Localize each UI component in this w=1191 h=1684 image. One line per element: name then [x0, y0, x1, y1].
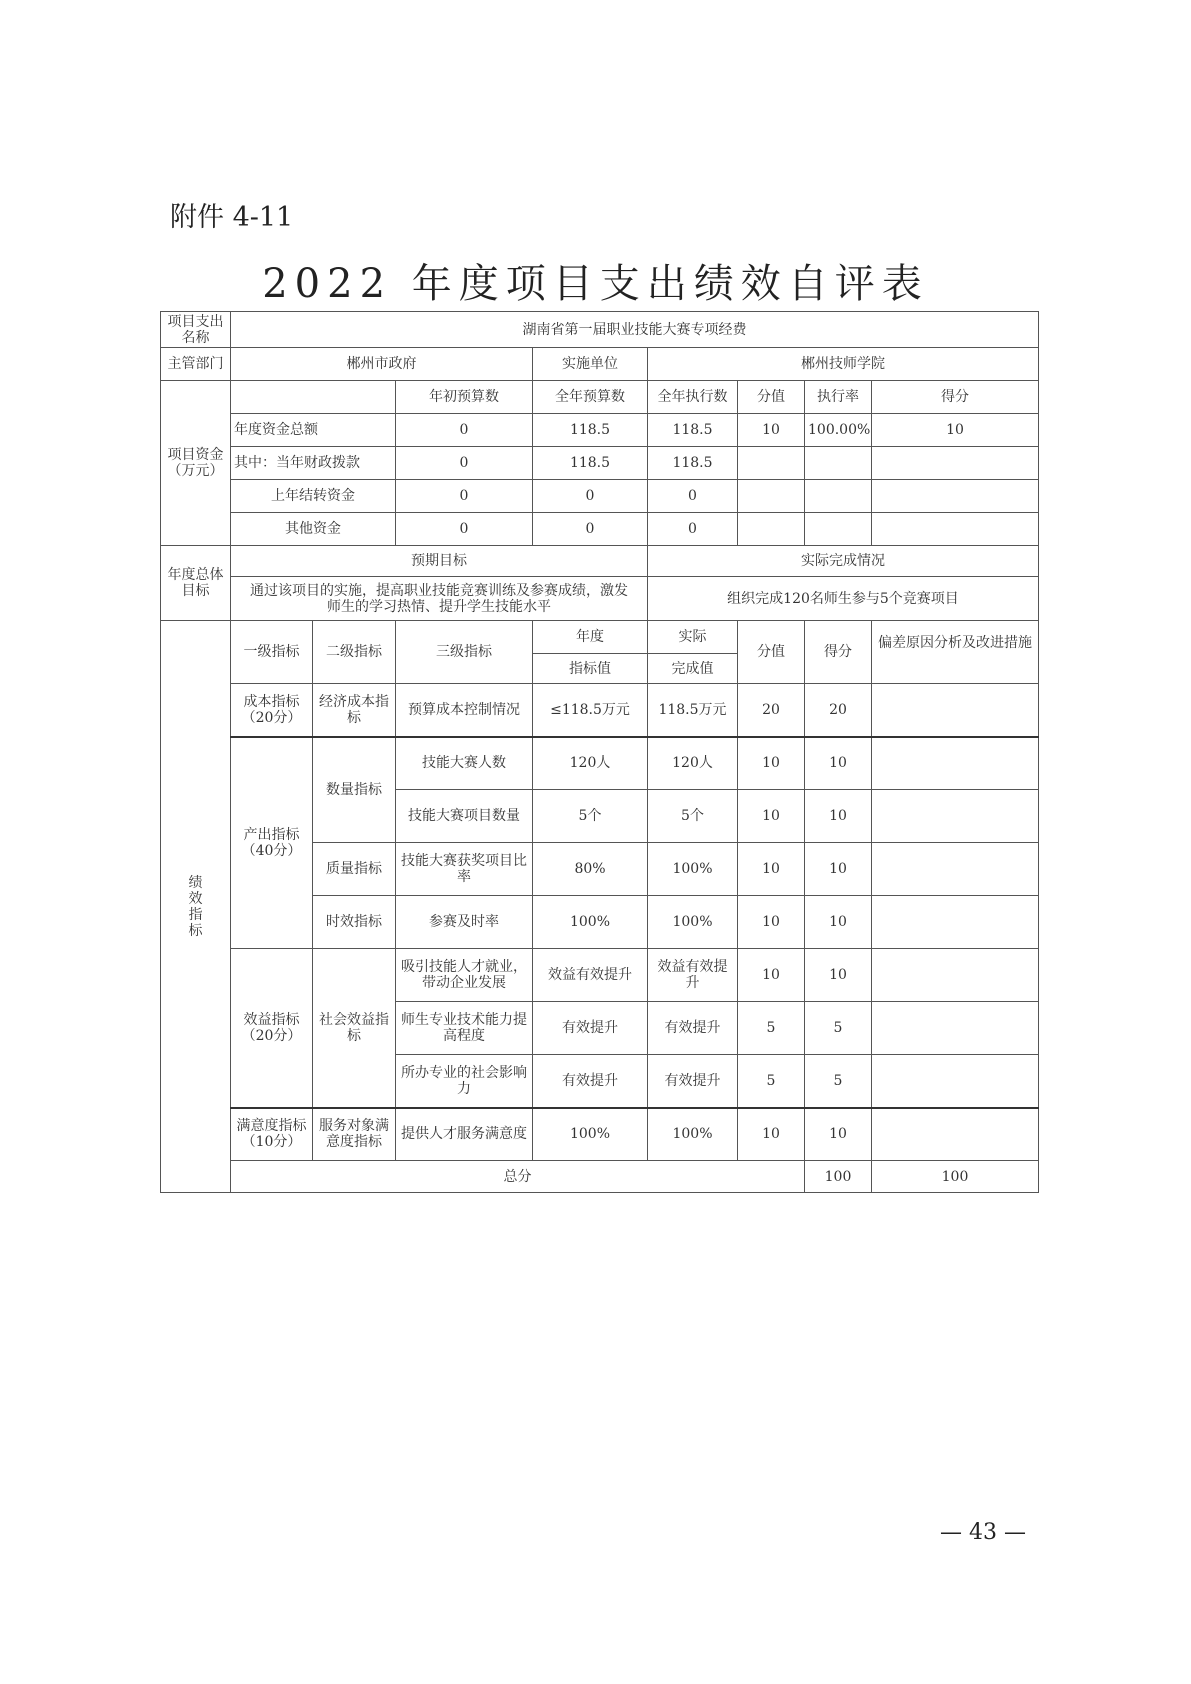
score-value: 10 [738, 949, 805, 1002]
level3-indicator: 所办专业的社会影响力 [396, 1055, 533, 1108]
funds-row-annual: 118.5 [533, 414, 648, 447]
level3-indicator: 提供人才服务满意度 [396, 1108, 533, 1161]
subgroup-quantity: 数量指标 [313, 737, 396, 843]
funds-row-annual: 118.5 [533, 447, 648, 480]
subgroup-quality: 质量指标 [313, 843, 396, 896]
indicator-row [161, 1108, 1039, 1161]
funds-row-initial: 0 [396, 513, 533, 546]
score-value: 10 [738, 790, 805, 843]
funds-row-rate [805, 447, 872, 480]
funds-header-blank [231, 381, 396, 414]
target-value: 效益有效提升 [533, 949, 648, 1002]
funds-row-annual: 0 [533, 513, 648, 546]
funds-header-rate: 执行率 [805, 381, 872, 414]
funds-row-label: 上年结转资金 [231, 480, 396, 513]
level3-indicator: 技能大赛获奖项目比率 [396, 843, 533, 896]
funds-row-label: 年度资金总额 [231, 414, 396, 447]
target-value: 有效提升 [533, 1002, 648, 1055]
dept-value: 郴州市政府 [231, 348, 533, 381]
header-level3: 三级指标 [396, 621, 533, 684]
score-value: 5 [738, 1002, 805, 1055]
subgroup-economic-cost: 经济成本指标 [313, 684, 396, 737]
score-value: 10 [738, 737, 805, 790]
score-value: 10 [738, 1108, 805, 1161]
funds-row-executed: 118.5 [648, 414, 738, 447]
score: 10 [805, 949, 872, 1002]
header-score-value: 分值 [738, 621, 805, 684]
funds-label: 项目资金（万元） [161, 381, 231, 546]
header-level2: 二级指标 [313, 621, 396, 684]
target-value: 5个 [533, 790, 648, 843]
score: 20 [805, 684, 872, 737]
group-satisfaction: 满意度指标（10分） [231, 1108, 313, 1161]
funds-row [161, 414, 1039, 447]
attachment-label: 附件 4-11 [170, 202, 294, 233]
analysis [872, 1055, 1039, 1108]
header-score: 得分 [805, 621, 872, 684]
header-analysis: 偏差原因分析及改进措施 [872, 621, 1039, 684]
target-value: ≤118.5万元 [533, 684, 648, 737]
score-value: 10 [738, 896, 805, 949]
actual-value: 有效提升 [648, 1055, 738, 1108]
score: 5 [805, 1002, 872, 1055]
funds-row-score [872, 513, 1039, 546]
funds-row-initial: 0 [396, 480, 533, 513]
target-value: 有效提升 [533, 1055, 648, 1108]
goals-expected-text: 通过该项目的实施，提高职业技能竞赛训练及参赛成绩，激发师生的学习热情、提升学生技能水平 [231, 577, 648, 621]
group-output: 产出指标（40分） [231, 737, 313, 949]
group-benefit: 效益指标（20分） [231, 949, 313, 1108]
level3-indicator: 技能大赛项目数量 [396, 790, 533, 843]
actual-value: 效益有效提升 [648, 949, 738, 1002]
indicator-row [161, 949, 1039, 1002]
funds-row-label: 其中：当年财政拨款 [231, 447, 396, 480]
score: 10 [805, 896, 872, 949]
indicator-row [161, 684, 1039, 737]
funds-row-rate [805, 513, 872, 546]
funds-header-initial: 年初预算数 [396, 381, 533, 414]
funds-row-annual: 0 [533, 480, 648, 513]
group-cost: 成本指标（20分） [231, 684, 313, 737]
analysis [872, 843, 1039, 896]
actual-value: 100% [648, 1108, 738, 1161]
funds-header-annual: 全年预算数 [533, 381, 648, 414]
funds-row [161, 480, 1039, 513]
analysis [872, 1002, 1039, 1055]
funds-row-rate: 100.00% [805, 414, 872, 447]
unit-label: 实施单位 [533, 348, 648, 381]
score: 5 [805, 1055, 872, 1108]
funds-row-score-value [738, 447, 805, 480]
total-label: 总分 [231, 1161, 805, 1193]
subgroup-service-satisfaction: 服务对象满意度指标 [313, 1108, 396, 1161]
actual-value: 5个 [648, 790, 738, 843]
funds-row-score-value [738, 513, 805, 546]
indicators-label: 绩效指标 [161, 621, 231, 1193]
actual-value: 120人 [648, 737, 738, 790]
analysis [872, 790, 1039, 843]
project-name-label: 项目支出名称 [161, 312, 231, 348]
actual-value: 100% [648, 896, 738, 949]
funds-row [161, 447, 1039, 480]
funds-row-score-value: 10 [738, 414, 805, 447]
dept-label: 主管部门 [161, 348, 231, 381]
actual-value: 118.5万元 [648, 684, 738, 737]
goals-expected-header: 预期目标 [231, 546, 648, 577]
score: 10 [805, 737, 872, 790]
funds-row-executed: 118.5 [648, 447, 738, 480]
header-level1: 一级指标 [231, 621, 313, 684]
goals-actual-text: 组织完成120名师生参与5个竞赛项目 [648, 577, 1039, 621]
header-target-top: 年度 [533, 621, 648, 654]
analysis [872, 949, 1039, 1002]
target-value: 100% [533, 1108, 648, 1161]
target-value: 120人 [533, 737, 648, 790]
funds-row-score: 10 [872, 414, 1039, 447]
project-name-value: 湖南省第一届职业技能大赛专项经费 [231, 312, 1039, 348]
indicator-row [161, 737, 1039, 790]
page-title: 2022 年度项目支出绩效自评表 [262, 261, 929, 307]
analysis [872, 737, 1039, 790]
score-value: 10 [738, 843, 805, 896]
funds-row-score [872, 447, 1039, 480]
level3-indicator: 师生专业技术能力提高程度 [396, 1002, 533, 1055]
level3-indicator: 吸引技能人才就业，带动企业发展 [396, 949, 533, 1002]
score-value: 5 [738, 1055, 805, 1108]
funds-header-score: 得分 [872, 381, 1039, 414]
funds-header-score-value: 分值 [738, 381, 805, 414]
header-actual-bottom: 完成值 [648, 654, 738, 684]
funds-row [161, 513, 1039, 546]
header-target-bottom: 指标值 [533, 654, 648, 684]
analysis [872, 896, 1039, 949]
header-actual-top: 实际 [648, 621, 738, 654]
goals-label: 年度总体目标 [161, 546, 231, 621]
funds-row-score [872, 480, 1039, 513]
funds-header-executed: 全年执行数 [648, 381, 738, 414]
level3-indicator: 预算成本控制情况 [396, 684, 533, 737]
funds-row-initial: 0 [396, 447, 533, 480]
funds-row-rate [805, 480, 872, 513]
level3-indicator: 参赛及时率 [396, 896, 533, 949]
subgroup-timeliness: 时效指标 [313, 896, 396, 949]
unit-value: 郴州技师学院 [648, 348, 1039, 381]
analysis [872, 684, 1039, 737]
subgroup-social-benefit: 社会效益指标 [313, 949, 396, 1108]
target-value: 80% [533, 843, 648, 896]
funds-row-score-value [738, 480, 805, 513]
score: 10 [805, 1108, 872, 1161]
score: 10 [805, 790, 872, 843]
actual-value: 100% [648, 843, 738, 896]
total-score-value: 100 [805, 1161, 872, 1193]
page-number: — 43 — [940, 1520, 1026, 1545]
funds-row-executed: 0 [648, 513, 738, 546]
score: 10 [805, 843, 872, 896]
performance-evaluation-table [160, 311, 1039, 1193]
target-value: 100% [533, 896, 648, 949]
actual-value: 有效提升 [648, 1002, 738, 1055]
level3-indicator: 技能大赛人数 [396, 737, 533, 790]
funds-row-executed: 0 [648, 480, 738, 513]
funds-row-initial: 0 [396, 414, 533, 447]
funds-row-label: 其他资金 [231, 513, 396, 546]
goals-actual-header: 实际完成情况 [648, 546, 1039, 577]
analysis [872, 1108, 1039, 1161]
total-score: 100 [872, 1161, 1039, 1193]
score-value: 20 [738, 684, 805, 737]
